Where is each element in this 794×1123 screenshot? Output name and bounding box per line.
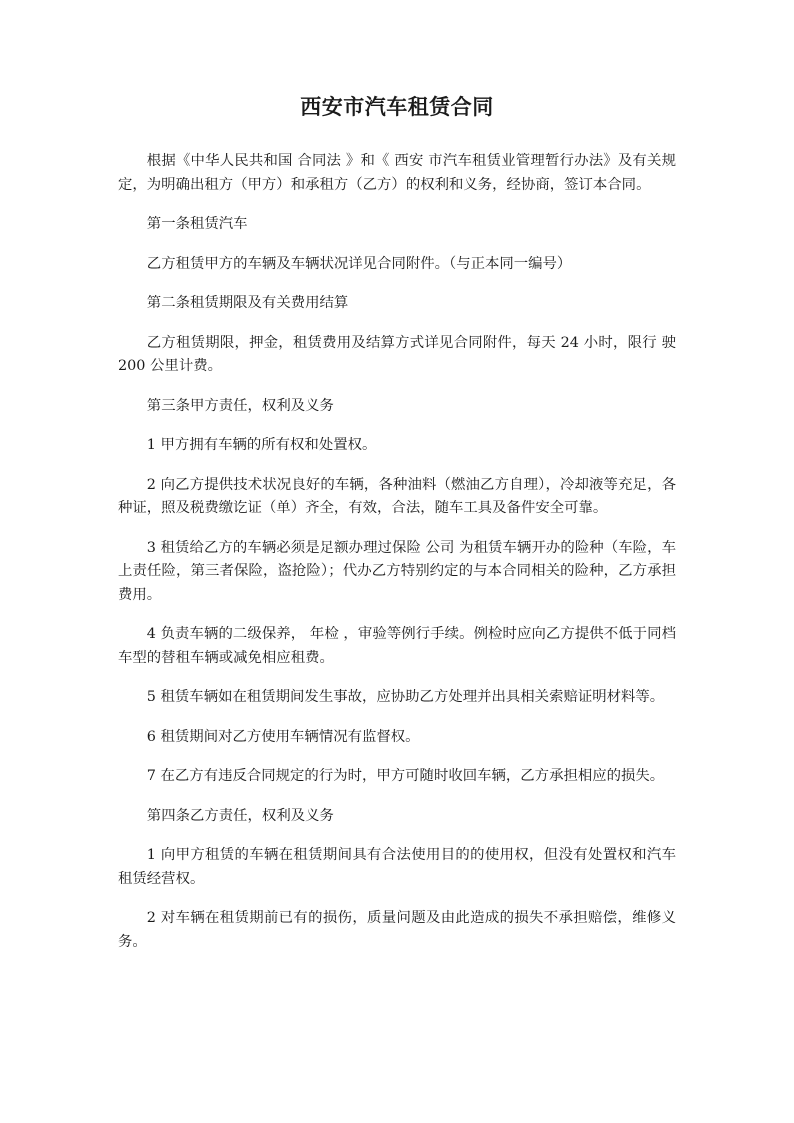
article-3-clause-4: 4 负责车辆的二级保养， 年检 ，审验等例行手续。例检时应向乙方提供不低于同档车型的替租车辆或减免相应租费。 xyxy=(118,626,676,666)
preamble-paragraph: 根据《中华人民共和国 合同法 》和《 西安 市汽车租赁业管理暂行办法》及有关规定，为明确出租方（甲方）和承租方（乙方）的权利和义务，经协商，签订本合同。 xyxy=(118,153,676,193)
document-title: 西安市汽车租赁合同 xyxy=(300,94,494,119)
article-3-clause-5: 5 租赁车辆如在租赁期间发生事故，应协助乙方处理并出具相关索赔证明材料等。 xyxy=(146,689,665,705)
article-3-clause-7: 7 在乙方有违反合同规定的行为时，甲方可随时收回车辆，乙方承担相应的损失。 xyxy=(146,768,665,784)
article-1-body: 乙方租赁甲方的车辆及车辆状况详见合同附件。（与正本同一编号） xyxy=(146,255,572,272)
article-3-clause-1: 1 甲方拥有车辆的所有权和处置权。 xyxy=(146,437,377,453)
article-3-clause-3: 3 租赁给乙方的车辆必须是足额办理过保险 公司 为租赁车辆开办的险种（车险，车上责任险，第三者保险，盗抢险）；代办乙方特别约定的与本合同相关的险种，乙方承担费用。 xyxy=(118,539,676,603)
article-4-clause-1: 1 向甲方租赁的车辆在租赁期间具有合法使用目的的使用权，但没有处置权和汽车租赁经营权。 xyxy=(118,847,676,887)
article-4-heading: 第四条乙方责任，权利及义务 xyxy=(146,807,334,824)
article-4-clause-2: 2 对车辆在租赁期前已有的损伤，质量问题及由此造成的损失不承担赔偿，维修义务。 xyxy=(118,910,676,950)
article-3-clause-6: 6 租赁期间对乙方使用车辆情况有监督权。 xyxy=(146,728,420,745)
article-3-clause-2: 2 向乙方提供技术状况良好的车辆，各种油料（燃油乙方自理），冷却液等充足，各种证，照及税费缴讫证（单）齐全，有效，合法，随车工具及备件安全可靠。 xyxy=(118,476,676,516)
article-1-heading: 第一条租赁汽车 xyxy=(146,216,248,232)
article-3-heading: 第三条甲方责任，权利及义务 xyxy=(146,397,334,414)
article-2-body: 乙方租赁期限，押金，租赁费用及结算方式详见合同附件，每天 24 小时，限行 驶 200 公里计费。 xyxy=(118,334,676,374)
article-2-heading: 第二条租赁期限及有关费用结算 xyxy=(146,295,349,311)
